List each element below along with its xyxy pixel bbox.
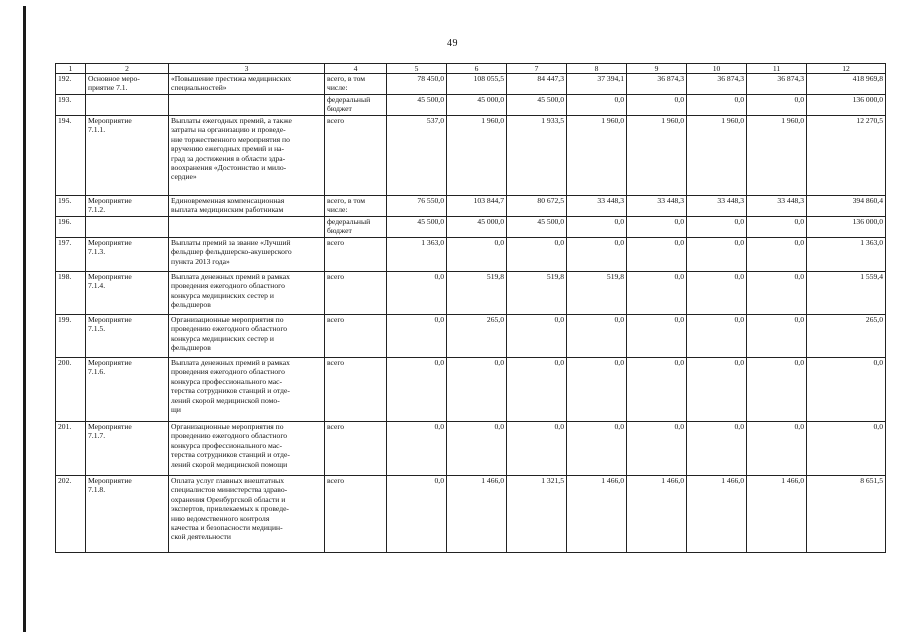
amount-cell: 0,0	[387, 315, 447, 358]
table-row	[56, 74, 886, 95]
table-row	[56, 476, 886, 553]
amount-cell: 33 448,3	[747, 196, 807, 217]
funding-source-cell: всего	[325, 422, 387, 476]
amount-cell: 1 363,0	[807, 238, 886, 272]
row-number-cell: 196.	[56, 217, 86, 238]
amount-cell: 0,0	[747, 422, 807, 476]
event-description-cell: Организационные мероприятия по проведению ежегодного областного конкурса профессионального мас- терства сотрудников станций и отде- лений скорой медицинской помощи	[169, 422, 325, 476]
table-row	[56, 95, 886, 116]
amount-cell: 45 000,0	[447, 217, 507, 238]
amount-cell: 0,0	[627, 217, 687, 238]
amount-cell: 0,0	[507, 315, 567, 358]
event-description-cell	[169, 217, 325, 238]
amount-cell: 394 860,4	[807, 196, 886, 217]
event-description-cell: Единовременная компенсационная выплата медицинским работникам	[169, 196, 325, 217]
amount-cell: 265,0	[807, 315, 886, 358]
amount-cell: 0,0	[567, 315, 627, 358]
amount-cell: 0,0	[687, 315, 747, 358]
funding-source-cell: всего	[325, 272, 387, 315]
amount-cell: 0,0	[387, 358, 447, 422]
amount-cell: 1 466,0	[627, 476, 687, 553]
event-name-cell: Мероприятие 7.1.5.	[86, 315, 169, 358]
funding-source-cell: всего	[325, 238, 387, 272]
event-description-cell: «Повышение престижа медицинских специальностей»	[169, 74, 325, 95]
column-header-1: 1	[56, 64, 86, 74]
table-body	[56, 64, 886, 553]
funding-source-cell: федеральный бюджет	[325, 217, 387, 238]
amount-cell: 1 933,5	[507, 116, 567, 196]
funding-source-cell: всего	[325, 358, 387, 422]
event-description-cell: Организационные мероприятия по проведению ежегодного областного конкурса медицинских сестер и фельдшеров	[169, 315, 325, 358]
amount-cell: 108 055,5	[447, 74, 507, 95]
amount-cell: 1 960,0	[447, 116, 507, 196]
amount-cell: 0,0	[807, 358, 886, 422]
amount-cell: 0,0	[687, 217, 747, 238]
column-header-7: 7	[507, 64, 567, 74]
column-header-3: 3	[169, 64, 325, 74]
amount-cell: 8 651,5	[807, 476, 886, 553]
event-description-cell	[169, 95, 325, 116]
row-number-cell: 200.	[56, 358, 86, 422]
table-row	[56, 238, 886, 272]
amount-cell: 0,0	[567, 217, 627, 238]
program-table	[55, 63, 886, 553]
amount-cell: 1 466,0	[687, 476, 747, 553]
event-description-cell: Выплаты ежегодных премий, а также затраты на организацию и проведе- ние торжественного мероприятия по вручению ежегодных премий и на- град за достижения в области здра- воохранения «Достоинство и мило- сердие»	[169, 116, 325, 196]
table-row	[56, 272, 886, 315]
amount-cell: 519,8	[567, 272, 627, 315]
amount-cell: 0,0	[567, 422, 627, 476]
funding-source-cell: всего	[325, 476, 387, 553]
amount-cell: 0,0	[747, 358, 807, 422]
amount-cell: 1 321,5	[507, 476, 567, 553]
column-header-9: 9	[627, 64, 687, 74]
amount-cell: 0,0	[387, 272, 447, 315]
column-header-8: 8	[567, 64, 627, 74]
row-number-cell: 201.	[56, 422, 86, 476]
amount-cell: 0,0	[747, 217, 807, 238]
amount-cell: 519,8	[507, 272, 567, 315]
amount-cell: 1 363,0	[387, 238, 447, 272]
amount-cell: 0,0	[567, 358, 627, 422]
funding-source-cell: всего	[325, 315, 387, 358]
event-description-cell: Выплаты премий за звание «Лучший фельдшер фельдшерско-акушерского пункта 2013 года»	[169, 238, 325, 272]
amount-cell: 0,0	[507, 358, 567, 422]
amount-cell: 1 466,0	[747, 476, 807, 553]
amount-cell: 76 550,0	[387, 196, 447, 217]
event-name-cell: Мероприятие 7.1.7.	[86, 422, 169, 476]
event-description-cell: Выплата денежных премий в рамках проведения ежегодного областного конкурса профессионального мас- терства сотрудников станций и отде- лений скорой медицинской помо- щи	[169, 358, 325, 422]
amount-cell: 0,0	[807, 422, 886, 476]
amount-cell: 103 844,7	[447, 196, 507, 217]
row-number-cell: 193.	[56, 95, 86, 116]
amount-cell: 0,0	[627, 422, 687, 476]
funding-source-cell: федеральный бюджет	[325, 95, 387, 116]
amount-cell: 0,0	[447, 422, 507, 476]
column-header-11: 11	[747, 64, 807, 74]
amount-cell: 0,0	[747, 238, 807, 272]
row-number-cell: 197.	[56, 238, 86, 272]
amount-cell: 136 000,0	[807, 95, 886, 116]
event-name-cell: Мероприятие 7.1.4.	[86, 272, 169, 315]
row-number-cell: 195.	[56, 196, 86, 217]
amount-cell: 0,0	[747, 315, 807, 358]
event-name-cell: Основное меро- приятие 7.1.	[86, 74, 169, 95]
amount-cell: 0,0	[627, 272, 687, 315]
amount-cell: 1 466,0	[447, 476, 507, 553]
table-row	[56, 196, 886, 217]
amount-cell: 78 450,0	[387, 74, 447, 95]
event-description-cell: Выплата денежных премий в рамках проведения ежегодного областного конкурса медицинских сестер и фельдшеров	[169, 272, 325, 315]
table-row	[56, 116, 886, 196]
row-number-cell: 192.	[56, 74, 86, 95]
row-number-cell: 202.	[56, 476, 86, 553]
amount-cell: 136 000,0	[807, 217, 886, 238]
amount-cell: 33 448,3	[627, 196, 687, 217]
amount-cell: 0,0	[567, 238, 627, 272]
amount-cell: 0,0	[447, 358, 507, 422]
column-header-4: 4	[325, 64, 387, 74]
amount-cell: 80 672,5	[507, 196, 567, 217]
column-header-5: 5	[387, 64, 447, 74]
amount-cell: 0,0	[687, 95, 747, 116]
amount-cell: 0,0	[747, 95, 807, 116]
row-number-cell: 198.	[56, 272, 86, 315]
row-number-cell: 199.	[56, 315, 86, 358]
amount-cell: 0,0	[747, 272, 807, 315]
row-number-cell: 194.	[56, 116, 86, 196]
amount-cell: 0,0	[687, 272, 747, 315]
amount-cell: 537,0	[387, 116, 447, 196]
amount-cell: 45 500,0	[507, 217, 567, 238]
funding-source-cell: всего, в том числе:	[325, 74, 387, 95]
amount-cell: 33 448,3	[567, 196, 627, 217]
amount-cell: 265,0	[447, 315, 507, 358]
event-name-cell	[86, 217, 169, 238]
funding-source-cell: всего, в том числе:	[325, 196, 387, 217]
column-header-12: 12	[807, 64, 886, 74]
column-header-row	[56, 64, 886, 74]
event-name-cell: Мероприятие 7.1.3.	[86, 238, 169, 272]
amount-cell: 0,0	[627, 358, 687, 422]
amount-cell: 33 448,3	[687, 196, 747, 217]
event-name-cell	[86, 95, 169, 116]
column-header-6: 6	[447, 64, 507, 74]
amount-cell: 0,0	[447, 238, 507, 272]
amount-cell: 1 960,0	[747, 116, 807, 196]
amount-cell: 1 960,0	[627, 116, 687, 196]
amount-cell: 0,0	[507, 238, 567, 272]
page-number: 49	[447, 38, 458, 49]
table-row	[56, 217, 886, 238]
column-header-2: 2	[86, 64, 169, 74]
amount-cell: 0,0	[567, 95, 627, 116]
amount-cell: 0,0	[687, 358, 747, 422]
amount-cell: 1 466,0	[567, 476, 627, 553]
amount-cell: 36 874,3	[627, 74, 687, 95]
amount-cell: 45 000,0	[447, 95, 507, 116]
amount-cell: 1 960,0	[567, 116, 627, 196]
funding-source-cell: всего	[325, 116, 387, 196]
amount-cell: 0,0	[687, 422, 747, 476]
amount-cell: 84 447,3	[507, 74, 567, 95]
table-row	[56, 422, 886, 476]
amount-cell: 0,0	[627, 238, 687, 272]
amount-cell: 36 874,3	[747, 74, 807, 95]
amount-cell: 45 500,0	[387, 217, 447, 238]
amount-cell: 0,0	[687, 238, 747, 272]
event-name-cell: Мероприятие 7.1.6.	[86, 358, 169, 422]
event-name-cell: Мероприятие 7.1.8.	[86, 476, 169, 553]
column-header-10: 10	[687, 64, 747, 74]
amount-cell: 0,0	[387, 422, 447, 476]
event-description-cell: Оплата услуг главных внештатных специалистов министерства здраво- охранения Оренбургской области и экспертов, привлекаемых к проведе- нию ведомственного контроля качества и безопасности медицин- ской деятельности	[169, 476, 325, 553]
amount-cell: 1 960,0	[687, 116, 747, 196]
amount-cell: 45 500,0	[387, 95, 447, 116]
amount-cell: 12 270,5	[807, 116, 886, 196]
table-row	[56, 315, 886, 358]
event-name-cell: Мероприятие 7.1.2.	[86, 196, 169, 217]
table-row	[56, 358, 886, 422]
amount-cell: 0,0	[627, 315, 687, 358]
amount-cell: 418 969,8	[807, 74, 886, 95]
amount-cell: 0,0	[627, 95, 687, 116]
scan-edge-line	[23, 6, 26, 632]
amount-cell: 1 559,4	[807, 272, 886, 315]
amount-cell: 0,0	[387, 476, 447, 553]
amount-cell: 36 874,3	[687, 74, 747, 95]
amount-cell: 519,8	[447, 272, 507, 315]
amount-cell: 37 394,1	[567, 74, 627, 95]
amount-cell: 45 500,0	[507, 95, 567, 116]
amount-cell: 0,0	[507, 422, 567, 476]
event-name-cell: Мероприятие 7.1.1.	[86, 116, 169, 196]
